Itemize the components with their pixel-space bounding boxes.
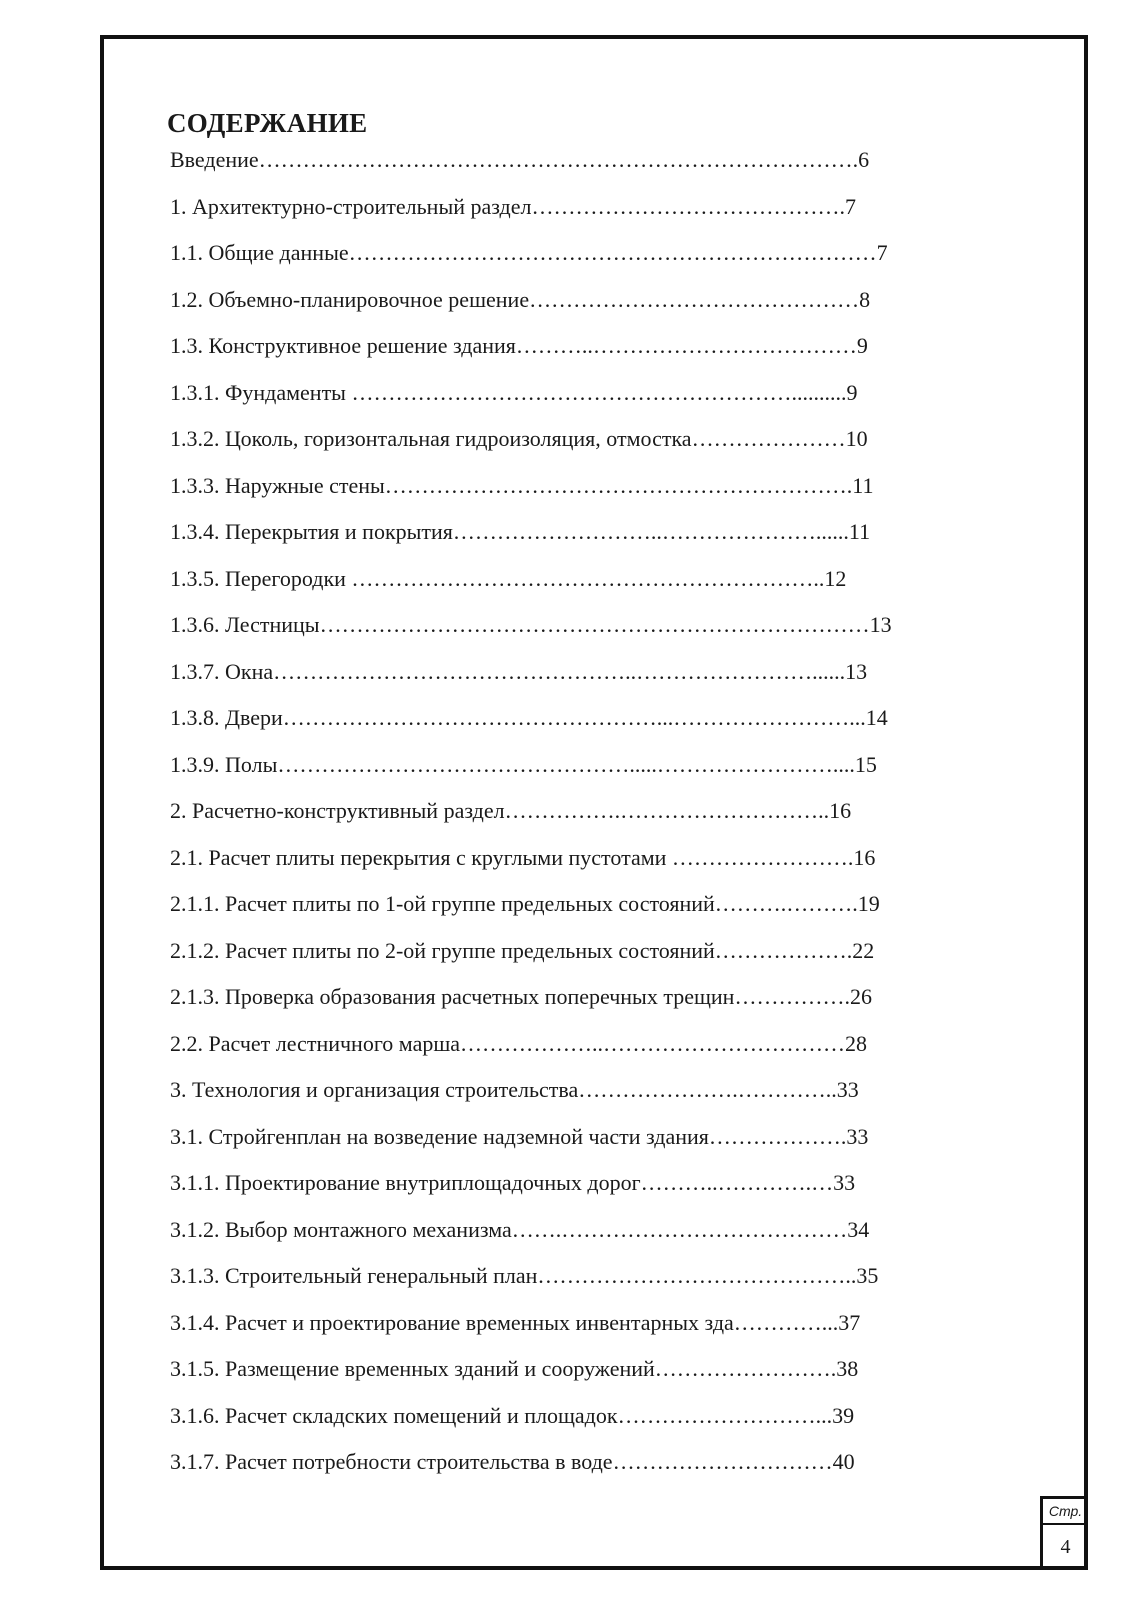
toc-entry: 2. Расчетно-конструктивный раздел…………….………………………..16 [170,798,852,823]
page-number: 4 [1060,1536,1071,1558]
toc-entry: Введение……………………………………………………………………….6 [170,147,870,172]
toc-entry: 3.1.5. Размещение временных зданий и сооружений…………………….38 [170,1356,859,1381]
toc-entry: 2.1.2. Расчет плиты по 2-ой группе предельных состояний……………….22 [170,937,875,963]
toc-entry: 1.3.5. Перегородки ………………………………………………………..12 [170,565,847,591]
toc-entry: 1.3.9. Полы………………………………………….....……………………....15 [170,751,877,777]
toc-entry: 1.3.8. Двери……………………………………………...……………………...14 [170,705,888,730]
toc-entry: 1.3.2. Цоколь, горизонтальная гидроизоляция, отмостка…………………10 [170,426,868,451]
toc-entry: 3.1.1. Проектирование внутриплощадочных дорог………..………….…33 [170,1170,856,1195]
toc-entry: 1.3.1. Фундаменты ……………………………………………………..........9 [170,379,858,405]
toc-entry: 3.1. Стройгенплан на возведение надземной части здания……………….33 [170,1123,869,1149]
toc-entry: 1.1. Общие данные………………………………………………………………7 [170,240,888,265]
toc-entry: 3. Технология и организация строительства………………….…………..33 [170,1077,859,1102]
toc-entry: 3.1.2. Выбор монтажного механизма…….…………………………………34 [170,1216,870,1242]
toc-entry: 3.1.4. Расчет и проектирование временных инвентарных зда…………...37 [170,1309,861,1335]
toc-entry: 2.1. Расчет плиты перекрытия с круглыми пустотами …………………….16 [170,844,876,870]
toc-entry: 1.3.6. Лестницы…………………………………………………………………13 [170,612,892,637]
toc-entry: 2.1.3. Проверка образования расчетных поперечных трещин…………….26 [170,984,872,1009]
page-number-stamp [1040,1496,1088,1570]
table-of-contents [170,146,892,1495]
toc-entry: 1.3.3. Наружные стены……………………………………………………….11 [170,472,874,498]
toc-entry: 1.3.7. Окна…………………………………………..……………………......13 [170,658,868,684]
toc-entry: 1.3. Конструктивное решение здания………..………………………………9 [170,333,868,358]
toc-entry: 2.1.1. Расчет плиты по 1-ой группе предельных состояний……….……….19 [170,891,880,916]
page-label: Стр. [1043,1499,1088,1525]
page-title: СОДЕРЖАНИЕ [167,108,368,138]
toc-entry: 1.2. Объемно-планировочное решение………………………………………8 [170,286,871,312]
toc-entry: 3.1.7. Расчет потребности строительства в воде…………………………40 [170,1449,855,1474]
toc-entry: 2.2. Расчет лестничного марша………………..……………………………28 [170,1030,868,1056]
toc-entry: 3.1.6. Расчет складских помещений и площадок………………………...39 [170,1402,855,1428]
toc-entry: 1. Архитектурно-строительный раздел…………………………………….7 [170,193,856,219]
toc-entry: 3.1.3. Строительный генеральный план……………………………………..35 [170,1263,879,1288]
toc-entry: 1.3.4. Перекрытия и покрытия………………………..…………………......11 [170,519,871,544]
